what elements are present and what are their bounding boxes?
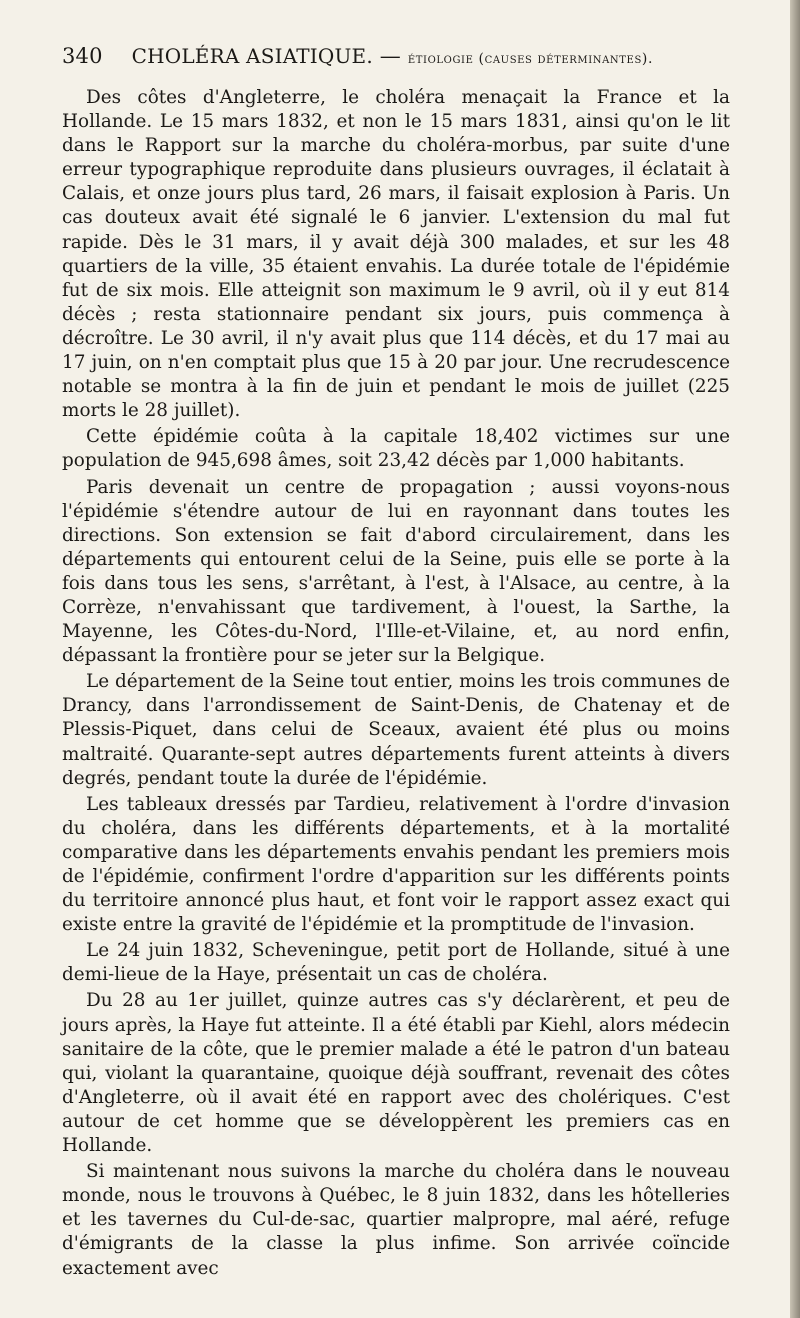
paragraph: Du 28 au 1er juillet, quinze autres cas s'y déclarèrent, et peu de jours après, la Haye fut atteinte. Il a été établi par Kiehl, alors médecin sanitaire de la côte, que le premier malade a été le patron d'un bateau qui, violant la quarantaine, quoique déjà souffrant, revenait des côtes d'Angleterre, où il avait été en rapport avec des cholériques. C'est autour de cet homme que se développèrent les premiers cas en Hollande. [62,990,730,1157]
paragraph: Le 24 juin 1832, Scheveningue, petit port de Hollande, situé à une demi-lieue de la Haye, présentait un cas de choléra. [62,940,730,986]
body-text [62,86,730,1283]
paragraph: Les tableaux dressés par Tardieu, relativement à l'ordre d'invasion du choléra, dans les différents départements, et à la mortalité comparative dans les départements envahis pendant les premiers mois de l'épidémie, confirment l'ordre d'apparition sur les différents points du territoire annoncé plus haut, et font voir le rapport assez exact qui existe entre la gravité de l'épidémie et la promptitude de l'invasion. [62,793,730,936]
paragraph: Des côtes d'Angleterre, le choléra menaçait la France et la Hollande. Le 15 mars 1832, et non le 15 mars 1831, ainsi qu'on le lit dans le Rapport sur la marche du choléra-morbus, par suite d'une erreur typographique reproduite dans plusieurs ouvrages, il éclatait à Calais, et onze jours plus tard, 26 mars, il faisait explosion à Paris. Un cas douteux avait été signalé le 6 janvier. L'extension du mal fut rapide. Dès le 31 mars, il y avait déjà 300 malades, et sur les 48 quartiers de la ville, 35 étaient envahis. La durée totale de l'épidémie fut de six mois. Elle atteignit son maximum le 9 avril, où il y eut 814 décès ; resta stationnaire pendant six jours, puis commença à décroître. Le 30 avril, il n'y avait plus que 114 décès, et du 17 mai au 17 juin, on n'en comptait plus que 15 à 20 par jour. Une recrudescence notable se montra à la fin de juin et pendant le mois de juillet (225 morts le 28 juillet). [62,87,730,422]
page-edge [790,0,800,1318]
page-number: 340 [62,44,103,68]
running-header [62,44,742,68]
paragraph: Si maintenant nous suivons la marche du choléra dans le nouveau monde, nous le trouvons à Québec, le 8 juin 1832, dans les hôtelleries et les tavernes du Cul-de-sac, quartier malpropre, mal aéré, refuge d'émigrants de la classe la plus infime. Son arrivée coïncide exactement avec [62,1161,730,1279]
running-title: CHOLÉRA ASIATIQUE. [131,44,373,68]
section-title: étiologie (causes déterminantes). [407,51,654,67]
paragraph: Cette épidémie coûta à la capitale 18,402 victimes sur une population de 945,698 âmes, soit 23,42 décès par 1,000 habitants. [62,426,730,472]
header-dash: — [379,44,401,68]
paragraph: Le département de la Seine tout entier, moins les trois communes de Drancy, dans l'arrondissement de Saint-Denis, de Chatenay et de Plessis-Piquet, dans celui de Sceaux, avaient été plus ou moins maltraité. Quarante-sept autres départements furent atteints à divers degrés, pendant toute la durée de l'épidémie. [62,671,730,789]
paragraph: Paris devenait un centre de propagation ; aussi voyons-nous l'épidémie s'étendre autour de lui en rayonnant dans toutes les directions. Son extension se fait d'abord circulairement, dans les départements qui entourent celui de la Seine, puis elle se porte à la fois dans tous les sens, s'arrêtant, à l'est, à l'Alsace, au centre, à la Corrèze, n'envahissant que tardivement, à l'ouest, la Sarthe, la Mayenne, les Côtes-du-Nord, l'Ille-et-Vilaine, et, au nord enfin, dépassant la frontière pour se jeter sur la Belgique. [62,476,730,667]
